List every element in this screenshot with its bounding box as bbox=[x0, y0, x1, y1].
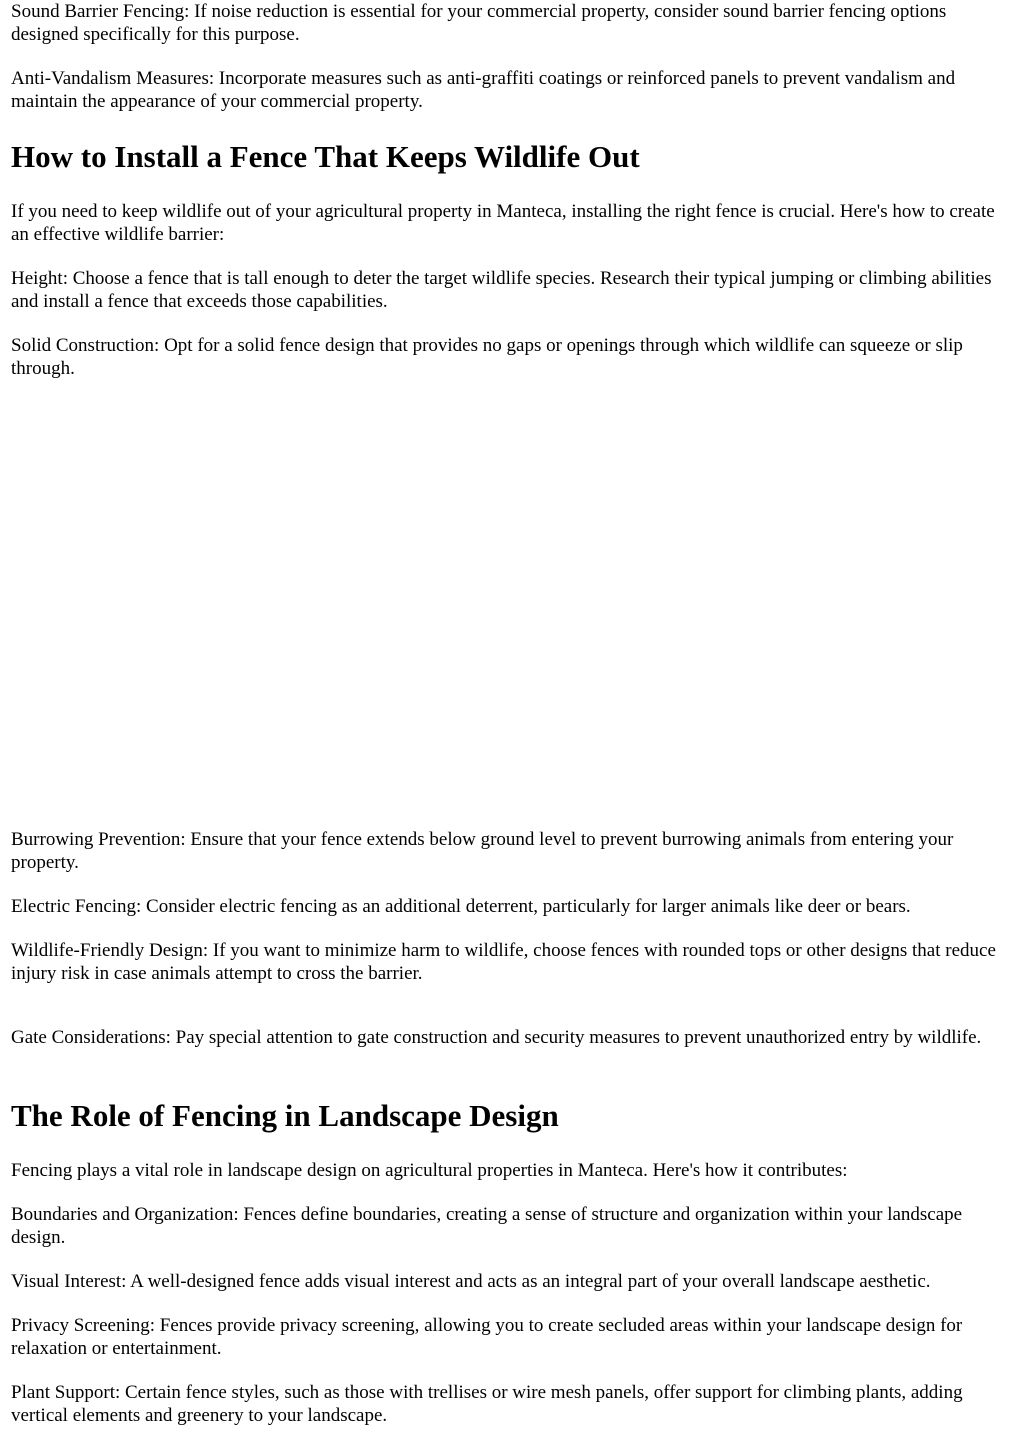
paragraph-visual-interest: Visual Interest: A well-designed fence adds visual interest and acts as an integral part of your overall landscape aesthetic. bbox=[11, 1271, 931, 1292]
paragraph-gate-considerations: Gate Considerations: Pay special attention to gate construction and security measures to prevent unauthorized entry by wildlife. bbox=[11, 1027, 982, 1048]
paragraph-wildlife-intro: If you need to keep wildlife out of your agricultural property in Manteca, installing the right fence is crucial. Here's how to create an effective wildlife barrier: bbox=[11, 201, 995, 245]
paragraph-height: Height: Choose a fence that is tall enough to deter the target wildlife species. Research their typical jumping or climbing abilities and install a fence that exceeds those capabilities. bbox=[11, 268, 992, 312]
paragraph-anti-vandalism-measures: Anti-Vandalism Measures: Incorporate measures such as anti-graffiti coatings or reinforced panels to prevent vandalism and maintain the appearance of your commercial property. bbox=[11, 68, 956, 112]
paragraph-wildlife-friendly-design: Wildlife-Friendly Design: If you want to minimize harm to wildlife, choose fences with rounded tops or other designs that reduce injury risk in case animals attempt to cross the barrier. bbox=[11, 940, 996, 984]
paragraph-sound-barrier-fencing: Sound Barrier Fencing: If noise reduction is essential for your commercial property, consider sound barrier fencing options designed specifically for this purpose. bbox=[11, 1, 947, 45]
heading-landscape-design: The Role of Fencing in Landscape Design bbox=[11, 1098, 559, 1133]
paragraph-electric-fencing: Electric Fencing: Consider electric fencing as an additional deterrent, particularly for larger animals like deer or bears. bbox=[11, 896, 911, 917]
paragraph-burrowing-prevention: Burrowing Prevention: Ensure that your fence extends below ground level to prevent burrowing animals from entering your property. bbox=[11, 829, 954, 873]
paragraph-landscape-intro: Fencing plays a vital role in landscape design on agricultural properties in Manteca. Here's how it contributes: bbox=[11, 1160, 848, 1181]
heading-wildlife-fence: How to Install a Fence That Keeps Wildlife Out bbox=[11, 139, 640, 174]
paragraph-privacy-screening: Privacy Screening: Fences provide privacy screening, allowing you to create secluded areas within your landscape design for relaxation or entertainment. bbox=[11, 1315, 963, 1359]
paragraph-boundaries-organization: Boundaries and Organization: Fences define boundaries, creating a sense of structure and organization within your landscape design. bbox=[11, 1204, 963, 1248]
paragraph-solid-construction: Solid Construction: Opt for a solid fence design that provides no gaps or openings through which wildlife can squeeze or slip through. bbox=[11, 335, 963, 379]
paragraph-plant-support: Plant Support: Certain fence styles, such as those with trellises or wire mesh panels, offer support for climbing plants, adding vertical elements and greenery to your landscape. bbox=[11, 1382, 963, 1426]
blank-content-area bbox=[11, 394, 1014, 814]
